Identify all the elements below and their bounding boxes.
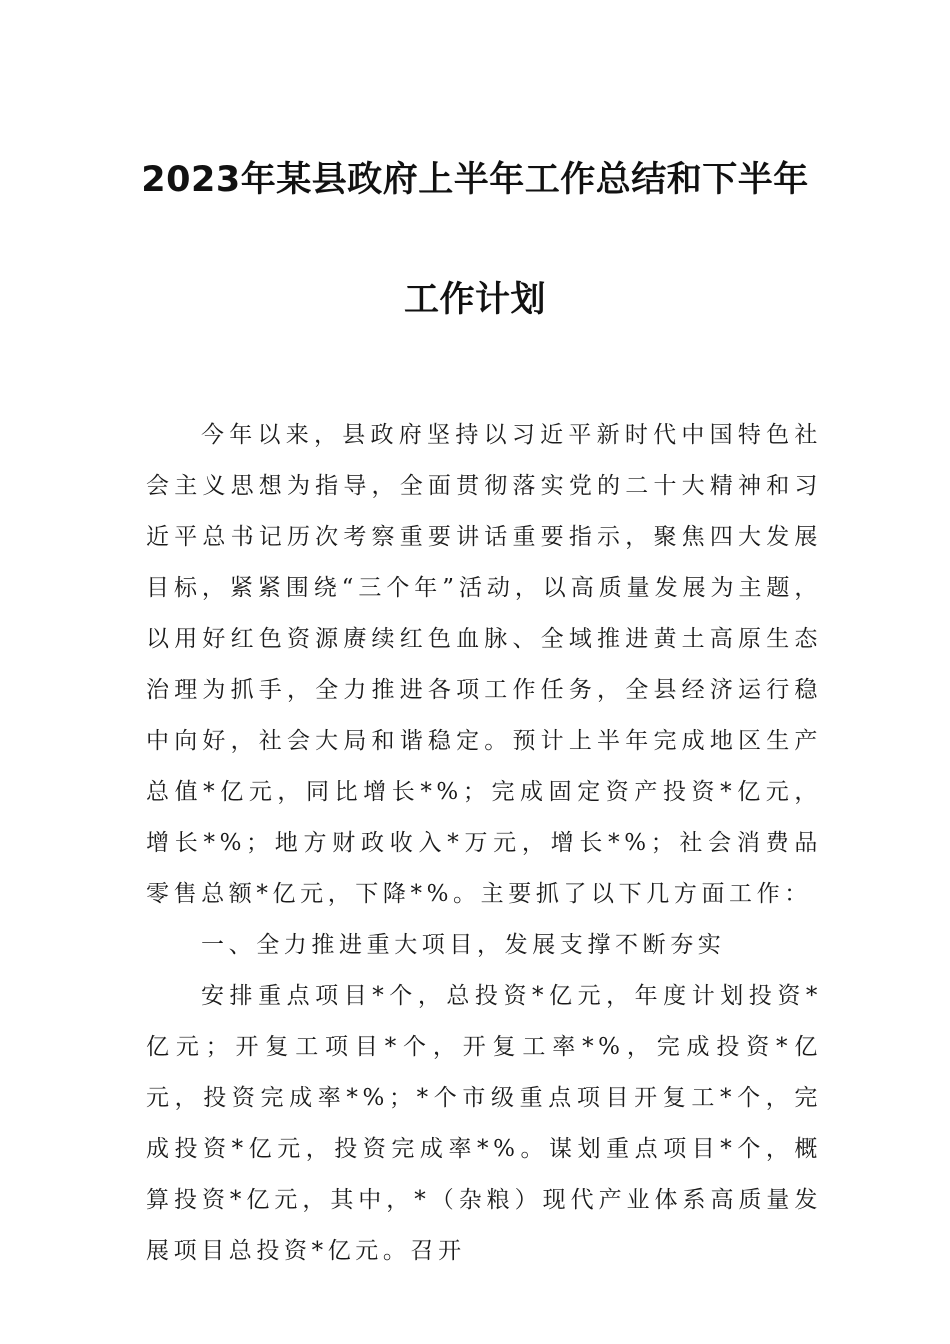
intro-paragraph: 今年以来，县政府坚持以习近平新时代中国特色社会主义思想为指导，全面贯彻落实党的二十大精神和习近平总书记历次考察重要讲话重要指示，聚焦四大发展目标，紧紧围绕“三个年”活动，以高质量发展为主题，以用好红色资源赓续红色血脉、全域推进黄土高原生态治理为抓手，全力推进各项工作任务，全县经济运行稳中向好，社会大局和谐稳定。预计上半年完成地区生产总值*亿元，同比增长*%；完成固定资产投资*亿元，增长*%；地方财政收入*万元，增长*%；社会消费品零售总额*亿元，下降*%。主要抓了以下几方面工作： bbox=[146, 422, 822, 907]
document-title-line-1: 2023年某县政府上半年工作总结和下半年 bbox=[141, 160, 809, 200]
section-heading-1: 一、全力推进重大项目，发展支撑不断夯实 bbox=[201, 932, 726, 958]
section-1-paragraph: 安排重点项目*个，总投资*亿元，年度计划投资*亿元；开复工项目*个，开复工率*%，完成投资*亿元，投资完成率*%；*个市级重点项目开复工*个，完成投资*亿元，投资完成率*%。谋划重点项目*个，概算投资*亿元，其中，*（杂粮）现代产业体系高质量发展项目总投资*亿元。召开 bbox=[146, 983, 822, 1264]
body-section-1 bbox=[146, 410, 822, 1277]
document-title-line-2: 工作计划 bbox=[403, 280, 546, 320]
